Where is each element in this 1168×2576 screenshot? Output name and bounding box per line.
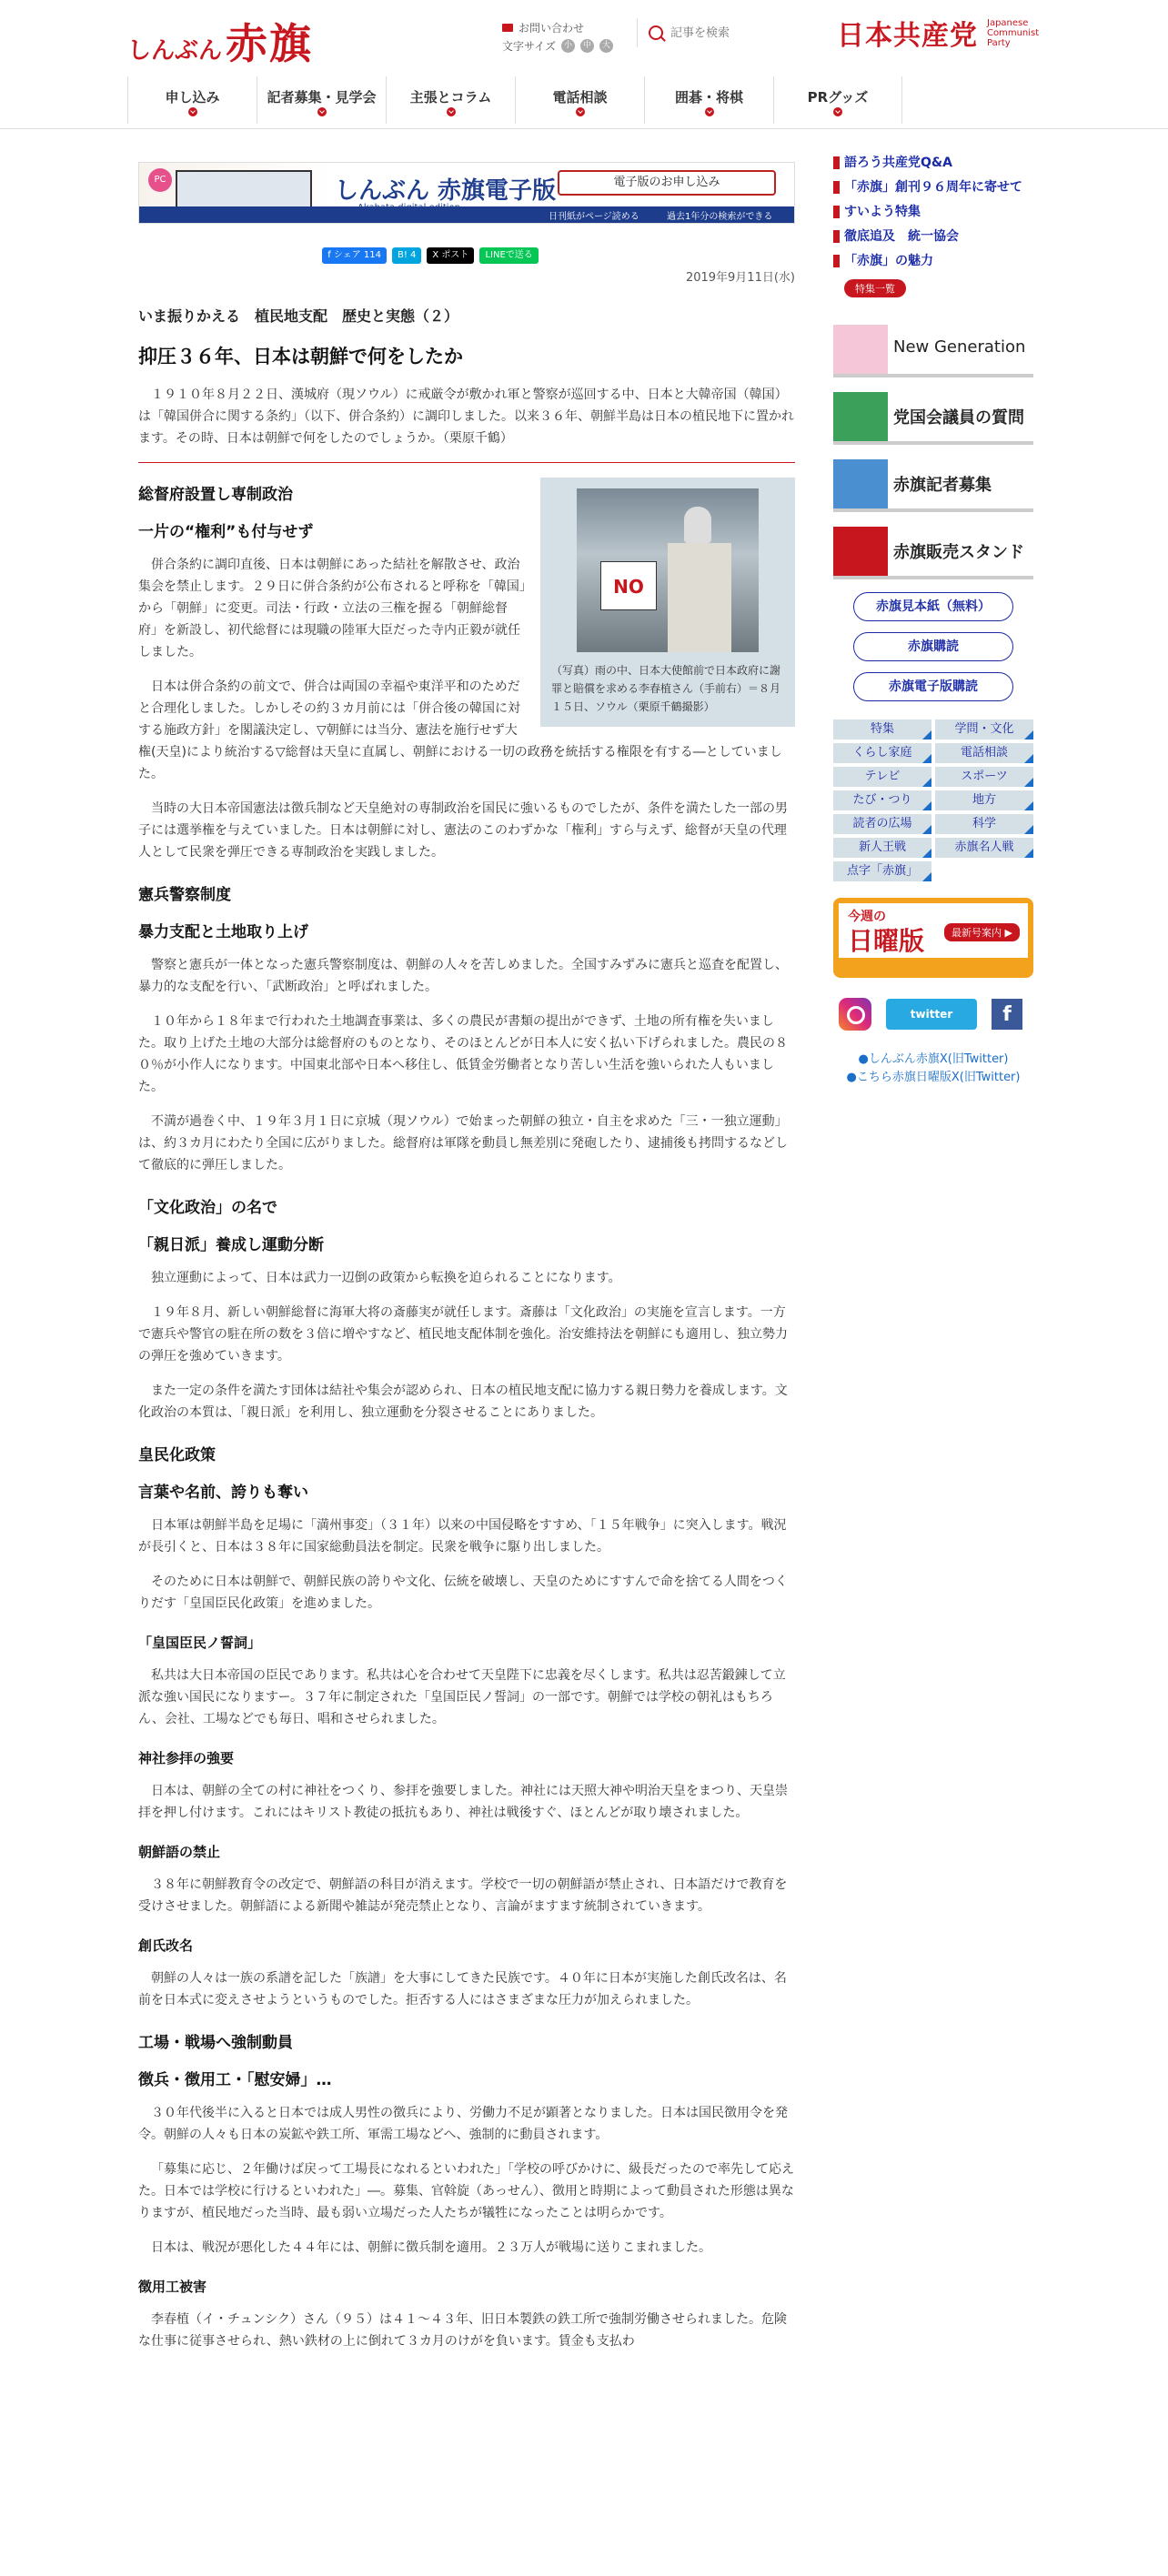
- category-link[interactable]: スポーツ: [935, 767, 1033, 787]
- subscription-buttons: [833, 592, 1033, 701]
- paragraph: 「募集に応じ、２年働けば戻って工場長になれるといわれた」「学校の呼びかけに、級長だったので率先して応えた。日本では学校に行けるといわれた」―。募集、官斡旋（あっせん）、徴用と時期によって動員された形態は異なりますが、植民地だった当時、最も弱い立場だった人たちが犠牲になったことは明らかです。: [138, 2162, 794, 2220]
- logo-small: しんぶん: [127, 37, 223, 65]
- photo-sign: NO: [600, 561, 657, 610]
- category-link[interactable]: 電話相談: [935, 743, 1033, 763]
- nav-label: PRグッズ: [807, 89, 869, 106]
- banner-feature-1: 日刊紙がページ読める: [549, 212, 639, 222]
- category-link[interactable]: 地方: [935, 790, 1033, 810]
- section-heading: 皇民化政策: [138, 1446, 216, 1464]
- category-link[interactable]: 読者の広場: [833, 814, 931, 834]
- line-share-button[interactable]: LINEで送る: [479, 247, 538, 264]
- device-image: [176, 170, 312, 210]
- section-subheading: 暴力支配と土地取り上げ: [138, 923, 308, 941]
- banner-label: New Generation: [893, 337, 1026, 357]
- font-size-control: [502, 36, 613, 55]
- paragraph: 日本軍は朝鮮半島を足場に「満州事変」（３１年）以来の中国侵略をすすめ、「１５年戦争」に突入します。戦況が長引くと、日本は３８年に国家総動員法を制定。民衆を戦争に駆り出しました。: [138, 1518, 787, 1555]
- category-link[interactable]: 点字「赤旗」: [833, 861, 931, 881]
- nav-item-apply[interactable]: [127, 76, 257, 124]
- paragraph: 日本は、戦況が悪化した４４年には、朝鮮に徴兵制を適用。２３万人が戦場に送りこまれました。: [151, 2240, 711, 2255]
- paragraph: 警察と憲兵が一体となった憲兵警察制度は、朝鮮の人々を苦しめました。全国すみずみに憲兵と巡査を配置し、暴力的な支配を行い、「武断政治」と呼ばれました。: [138, 958, 788, 994]
- hatena-bookmark-button[interactable]: B! 4: [392, 247, 421, 264]
- paragraph: 私共は大日本帝国の臣民であります。私共は心を合わせて天皇陛下に忠義を尽くします。私共は忍苦鍛錬して立派な強い国民になりますー。３７年に制定された「皇国臣民ノ誓詞」の一部です。朝鮮では学校の朝礼はもちろん、会社、工場などでも毎日、唱和させられました。: [138, 1668, 786, 1726]
- nav-label: 主張とコラム: [409, 89, 492, 106]
- banner-label: 赤旗記者募集: [893, 476, 992, 495]
- sidebar: [833, 155, 1033, 1087]
- article-headline: 抑圧３６年、日本は朝鮮で何をしたか: [138, 346, 463, 367]
- jcp-en-line3: Party: [987, 37, 1011, 48]
- paragraph: 不満が過巻く中、１９年３月１日に京城（現ソウル）で始まった朝鮮の独立・自主を求めた「三・一独立運動」は、約３カ月にわたり全国に広がりました。総督府は軍隊を動員し無差別に発砲したり、逮捕後も拷問するなどして徹底的に弾圧しました。: [138, 1114, 788, 1172]
- new-generation-image: [833, 325, 888, 374]
- category-grid: [833, 719, 1033, 881]
- feature-links: [833, 155, 1033, 269]
- nav-item-recruit[interactable]: [257, 76, 386, 124]
- mail-icon: [502, 24, 513, 32]
- paragraph: 独立運動によって、日本は武力一辺倒の政策から転換を迫られることになります。: [151, 1271, 621, 1285]
- contact-label: お問い合わせ: [519, 21, 585, 35]
- photo-figure-head: [684, 507, 711, 543]
- category-link[interactable]: たび・つり: [833, 790, 931, 810]
- paragraph: 当時の大日本帝国憲法は徴兵制など天皇絶対の専制政治を国民に強いるものでしたが、条件を満たした一部の男子には選挙権を与えていました。日本は朝鮮に対し、憲法のこのわずかな「権利」すら与えず、総督が天皇の代理人として民衆を弾圧できる専制政治を実践しました。: [138, 801, 788, 860]
- sidebar-link-wednesday[interactable]: すいよう特集: [833, 204, 1033, 220]
- section-subheading: 一片の“権利”も付与せず: [138, 523, 314, 541]
- sidebar-link-qa[interactable]: 語ろう共産党Q&A: [833, 155, 1033, 171]
- paragraph: 朝鮮の人々は一族の系譜を記した「族譜」を大事にしてきた民族です。４０年に日本が実施した創氏改名は、名前を日本式に変えさせようというものでした。拒否する人にはさまざまな圧力が加えられました。: [138, 1971, 787, 2007]
- free-sample-button[interactable]: 赤旗見本紙（無料）: [853, 592, 1013, 621]
- jcp-name: 日本共産党: [837, 20, 978, 52]
- category-link[interactable]: テレビ: [833, 767, 931, 787]
- photo-caption: （写真）雨の中、日本大使館前で日本政府に謝罪と賠償を求める李春植さん（手前右）＝８月１５日、ソウル（栗原千鶴撮影）: [551, 664, 781, 713]
- section-heading: 憲兵警察制度: [138, 886, 231, 904]
- social-links: [833, 998, 1033, 1052]
- nav-item-goods[interactable]: [773, 76, 902, 124]
- twitter-follow-button[interactable]: twitter FOLLOW US: [886, 999, 977, 1030]
- digital-apply-button[interactable]: 電子版のお申し込み: [558, 170, 776, 196]
- section-subheading: 徴兵・徴用工・「慰安婦」…: [138, 2071, 332, 2089]
- search-input[interactable]: [670, 26, 816, 40]
- banner-label: 赤旗販売スタンド: [893, 543, 1024, 562]
- paragraph: ３８年に朝鮮教育令の改定で、朝鮮語の科目が消えます。学校で一切の朝鮮語が禁止され、日本語だけで教育を受けさせました。朝鮮語による新聞や雑誌が発売禁止となり、言論がますます統制されていきます。: [138, 1877, 788, 1914]
- section-heading: 総督府設置し専制政治: [138, 486, 293, 504]
- paragraph: ３０年代後半に入ると日本では成人男性の徴兵により、労働力不足が顕著となりました。日本は国民徴用令を発令。朝鮮の人々も日本の炭鉱や鉄工所、軍需工場などへ、強制的に動員されます。: [138, 2106, 788, 2142]
- minor-heading: 朝鮮語の禁止: [138, 1844, 221, 1860]
- sales-stand-banner[interactable]: [833, 527, 1033, 579]
- header-utilities: [502, 18, 613, 55]
- latest-issue-button[interactable]: 最新号案内 ▶: [944, 923, 1020, 941]
- reporter-recruit-banner[interactable]: [833, 459, 1033, 512]
- minor-heading: 創氏改名: [138, 1937, 194, 1954]
- new-generation-banner[interactable]: [833, 325, 1033, 377]
- font-size-small-button[interactable]: 小: [561, 39, 575, 53]
- reporter-image: [833, 459, 888, 508]
- instagram-icon[interactable]: [839, 998, 871, 1031]
- category-link[interactable]: 新人王戦: [833, 838, 931, 858]
- nav-label: 囲碁・将棋: [674, 89, 743, 106]
- nav-label: 記者募集・見学会: [267, 89, 377, 106]
- jcp-en-line2: Communist: [987, 27, 1040, 38]
- category-link[interactable]: 赤旗名人戦: [935, 838, 1033, 858]
- facebook-icon[interactable]: f: [992, 999, 1022, 1030]
- contact-link[interactable]: [502, 18, 613, 36]
- banner-strip: [139, 206, 794, 223]
- pc-badge: PC: [148, 168, 172, 192]
- font-size-large-button[interactable]: 大: [599, 39, 613, 53]
- sunday-edition-banner[interactable]: [833, 898, 1033, 978]
- category-link[interactable]: 学問・文化: [935, 719, 1033, 740]
- nav-item-column[interactable]: [386, 76, 515, 124]
- category-link[interactable]: 科学: [935, 814, 1033, 834]
- digital-subscribe-button[interactable]: 赤旗電子版購読: [853, 672, 1013, 701]
- sidebar-link-anniversary[interactable]: 「赤旗」創刊９６周年に寄せて: [833, 179, 1033, 196]
- font-size-label: 文字サイズ: [502, 39, 557, 53]
- photo-figure: [668, 543, 731, 652]
- map-icon: [833, 527, 888, 576]
- main-nav: [0, 69, 1168, 129]
- search-box: [637, 18, 819, 47]
- article-kicker: いま振りかえる 植民地支配 歴史と実態（２）: [138, 307, 459, 325]
- paragraph: 李春植（イ・チュンシク）さん（９５）は４１～４３年、旧日本製鉄の鉄工所で強制労働させられました。危険な仕事に従事させられ、熱い鉄材の上に倒れて３カ月のけがを負います。賃金も支払わ: [138, 2312, 787, 2349]
- search-icon[interactable]: [649, 25, 663, 40]
- digital-edition-banner[interactable]: [138, 162, 795, 224]
- paragraph: 日本は、朝鮮の全ての村に神社をつくり、参拝を強要しました。神社には天照大神や明治天皇をまつり、天皇崇拝を押し付けます。これにはキリスト教徒の抵抗もあり、神社は戦後すぐ、ほとんどが取り壊されました。: [138, 1784, 788, 1820]
- section-heading: 「文化政治」の名で: [138, 1199, 277, 1217]
- minor-heading: 「皇国臣民ノ誓詞」: [138, 1635, 262, 1651]
- article-photo: [577, 488, 759, 652]
- subscribe-button[interactable]: 赤旗購読: [853, 632, 1013, 661]
- akahata-logo[interactable]: [127, 11, 313, 71]
- paragraph: そのために日本は朝鮮で、朝鮮民族の誇りや文化、伝統を破壊し、天皇のためにすすんで命を捨てる人間をつくりだす「皇国臣民化政策」を進めました。: [138, 1575, 788, 1611]
- nav-item-go-shogi[interactable]: [644, 76, 773, 124]
- section-subheading: 「親日派」養成し運動分断: [138, 1236, 324, 1254]
- chevron-down-icon: [576, 107, 585, 116]
- section-subheading: 言葉や名前、誇りも奪い: [138, 1484, 308, 1502]
- nav-label: 申し込み: [165, 89, 220, 106]
- article-main: [138, 162, 795, 2352]
- sidebar-link-unification-church[interactable]: 徹底追及 統一協会: [833, 228, 1033, 245]
- divider: [138, 462, 795, 463]
- photo-box: [540, 478, 795, 727]
- banner-feature-2: 過去1年分の検索ができる: [667, 212, 773, 222]
- section-heading: 工場・戦場へ強制動員: [138, 2034, 293, 2052]
- diet-questions-banner[interactable]: [833, 392, 1033, 445]
- chevron-down-icon: [188, 107, 197, 116]
- nav-item-phone[interactable]: [515, 76, 644, 124]
- chevron-down-icon: [705, 107, 714, 116]
- chevron-down-icon: [447, 107, 456, 116]
- chevron-down-icon: [833, 107, 842, 116]
- chevron-down-icon: [317, 107, 327, 116]
- paragraph: １９年８月、新しい朝鮮総督に海軍大将の斎藤実が就任します。斎藤は「文化政治」の実施を宣言します。一方で憲兵や警官の駐在所の数を３倍に増やすなど、植民地支配体制を強化。治安維持法を朝鮮にも適用し、独立勢力の弾圧を強めていきます。: [138, 1305, 788, 1363]
- banner-title: しんぶん 赤旗電子版: [335, 177, 557, 205]
- diet-building-icon: [833, 392, 888, 441]
- x-link-sunday[interactable]: ●こちら赤旗日曜版X(旧Twitter): [846, 1071, 1021, 1084]
- facebook-share-button[interactable]: f シェア 114: [322, 247, 387, 264]
- category-link[interactable]: 特集: [833, 719, 931, 740]
- paragraph: 併合条約に調印直後、日本は朝鮮にあった結社を解散させ、政治集会を禁止します。２９日に併合条約が公布されると呼称を「韓国」から「朝鮮」に変更。司法・行政・立法の三権を握る「朝鮮総督府」を新設し、初代総督には現職の陸軍大臣だった寺内正毅が就任しました。: [138, 558, 526, 659]
- paragraph: また一定の条件を満たす団体は結社や集会が認められ、日本の植民地支配に協力する親日勢力を養成します。文化政治の本質は、「親日派」を利用し、独立運動を分裂させることにありました。: [138, 1384, 788, 1420]
- x-post-button[interactable]: X ポスト: [427, 247, 474, 264]
- nav-label: 電話相談: [552, 89, 608, 106]
- banner-label: 党国会議員の質問: [893, 408, 1024, 428]
- sunday-inner: [839, 903, 1028, 958]
- category-link[interactable]: くらし家庭: [833, 743, 931, 763]
- article-date: 2019年9月11日(水): [685, 271, 795, 285]
- feature-list-button[interactable]: 特集一覧: [844, 279, 906, 297]
- jcp-english: [987, 18, 1039, 48]
- jcp-en-line1: Japanese: [987, 17, 1029, 28]
- sidebar-link-appeal[interactable]: 「赤旗」の魅力: [833, 253, 1033, 269]
- x-account-links: [833, 1051, 1033, 1087]
- site-header: [0, 0, 1168, 69]
- paragraph: 日本は併合条約の前文で、併合は両国の幸福や東洋平和のためだと合理化しました。しかしその約３カ月前には「併合後の韓国に対する施政方針」を閣議決定し、▽朝鮮には当分、憲法を施行せず大権(天皇)により統治する▽総督は天皇に直属し、朝鮮における一切の政務を統括する権限を有する―としていました。: [138, 679, 782, 781]
- sunday-label-small: 今週の: [848, 910, 886, 924]
- logo-big: 赤旗: [226, 19, 314, 68]
- paragraph: １０年から１８年まで行われた土地調査事業は、多くの農民が書類の提出ができず、土地の所有権を失いました。取り上げた土地の大部分は総督府のものとなり、そのほとんどが日本人に安く払い下げられました。農民の８０％が小作人になります。中国東北部や日本へ移住し、低賃金労働者となり苦しい生活を強いられた人もいました。: [138, 1014, 788, 1094]
- font-size-medium-button[interactable]: 中: [580, 39, 594, 53]
- share-buttons: [65, 247, 795, 267]
- minor-heading: 神社参拝の強要: [138, 1750, 235, 1766]
- x-link-akahata[interactable]: ●しんぶん赤旗X(旧Twitter): [858, 1052, 1009, 1066]
- minor-heading: 徴用工被害: [138, 2279, 207, 2295]
- jcp-logo[interactable]: [837, 13, 1039, 53]
- sunday-label-big: 日曜版: [848, 926, 925, 956]
- article-lead: １９１０年８月２２日、漢城府（現ソウル）に戒厳令が敷かれ軍と警察が巡回する中、日本と大韓帝国（韓国）は「韓国併合に関する条約」（以下、併合条約）に調印しました。以来３６年、朝鮮半島は日本の植民地下に置かれます。その時、日本は朝鮮で何をしたのでしょうか。（栗原千鶴）: [138, 387, 794, 446]
